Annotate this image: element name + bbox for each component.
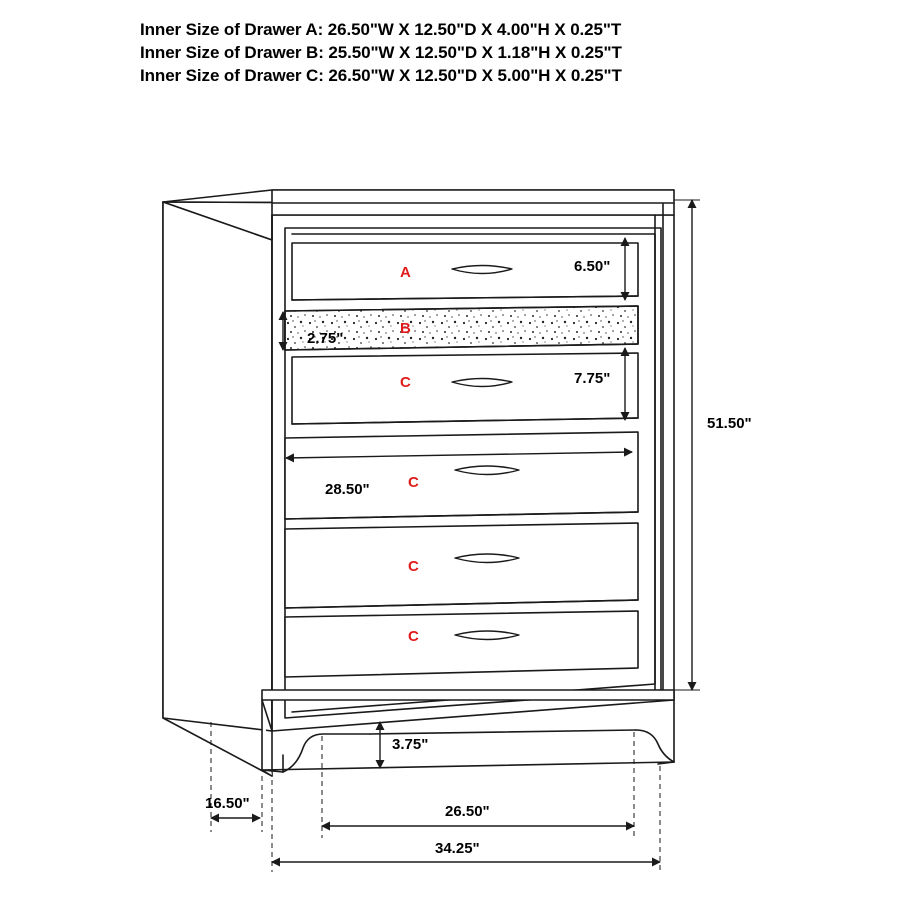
dim-drawer-b-height: 2.75" <box>307 330 344 347</box>
dim-drawer-width: 28.50" <box>325 481 370 498</box>
drawer-label-c-4: C <box>408 628 419 645</box>
spec-line-drawer-a: Inner Size of Drawer A: 26.50"W X 12.50"D X 4.00"H X 0.25"T <box>140 20 622 39</box>
drawer-label-c-1: C <box>400 374 411 391</box>
dim-drawer-a-height: 6.50" <box>574 258 611 275</box>
dim-overall-width: 34.25" <box>435 840 480 857</box>
dim-leg-height: 3.75" <box>392 736 429 753</box>
spec-line-drawer-b: Inner Size of Drawer B: 25.50"W X 12.50"D X 1.18"H X 0.25"T <box>140 43 622 62</box>
spec-line-drawer-c: Inner Size of Drawer C: 26.50"W X 12.50"D X 5.00"H X 0.25"T <box>140 66 622 85</box>
drawer-label-c-3: C <box>408 558 419 575</box>
dim-overall-height: 51.50" <box>707 415 752 432</box>
dim-depth: 16.50" <box>205 795 250 812</box>
drawer-label-c-2: C <box>408 474 419 491</box>
dim-case-width: 26.50" <box>445 803 490 820</box>
drawer-label-b: B <box>400 320 411 337</box>
dim-drawer-c-height: 7.75" <box>574 370 611 387</box>
drawer-label-a: A <box>400 264 411 281</box>
